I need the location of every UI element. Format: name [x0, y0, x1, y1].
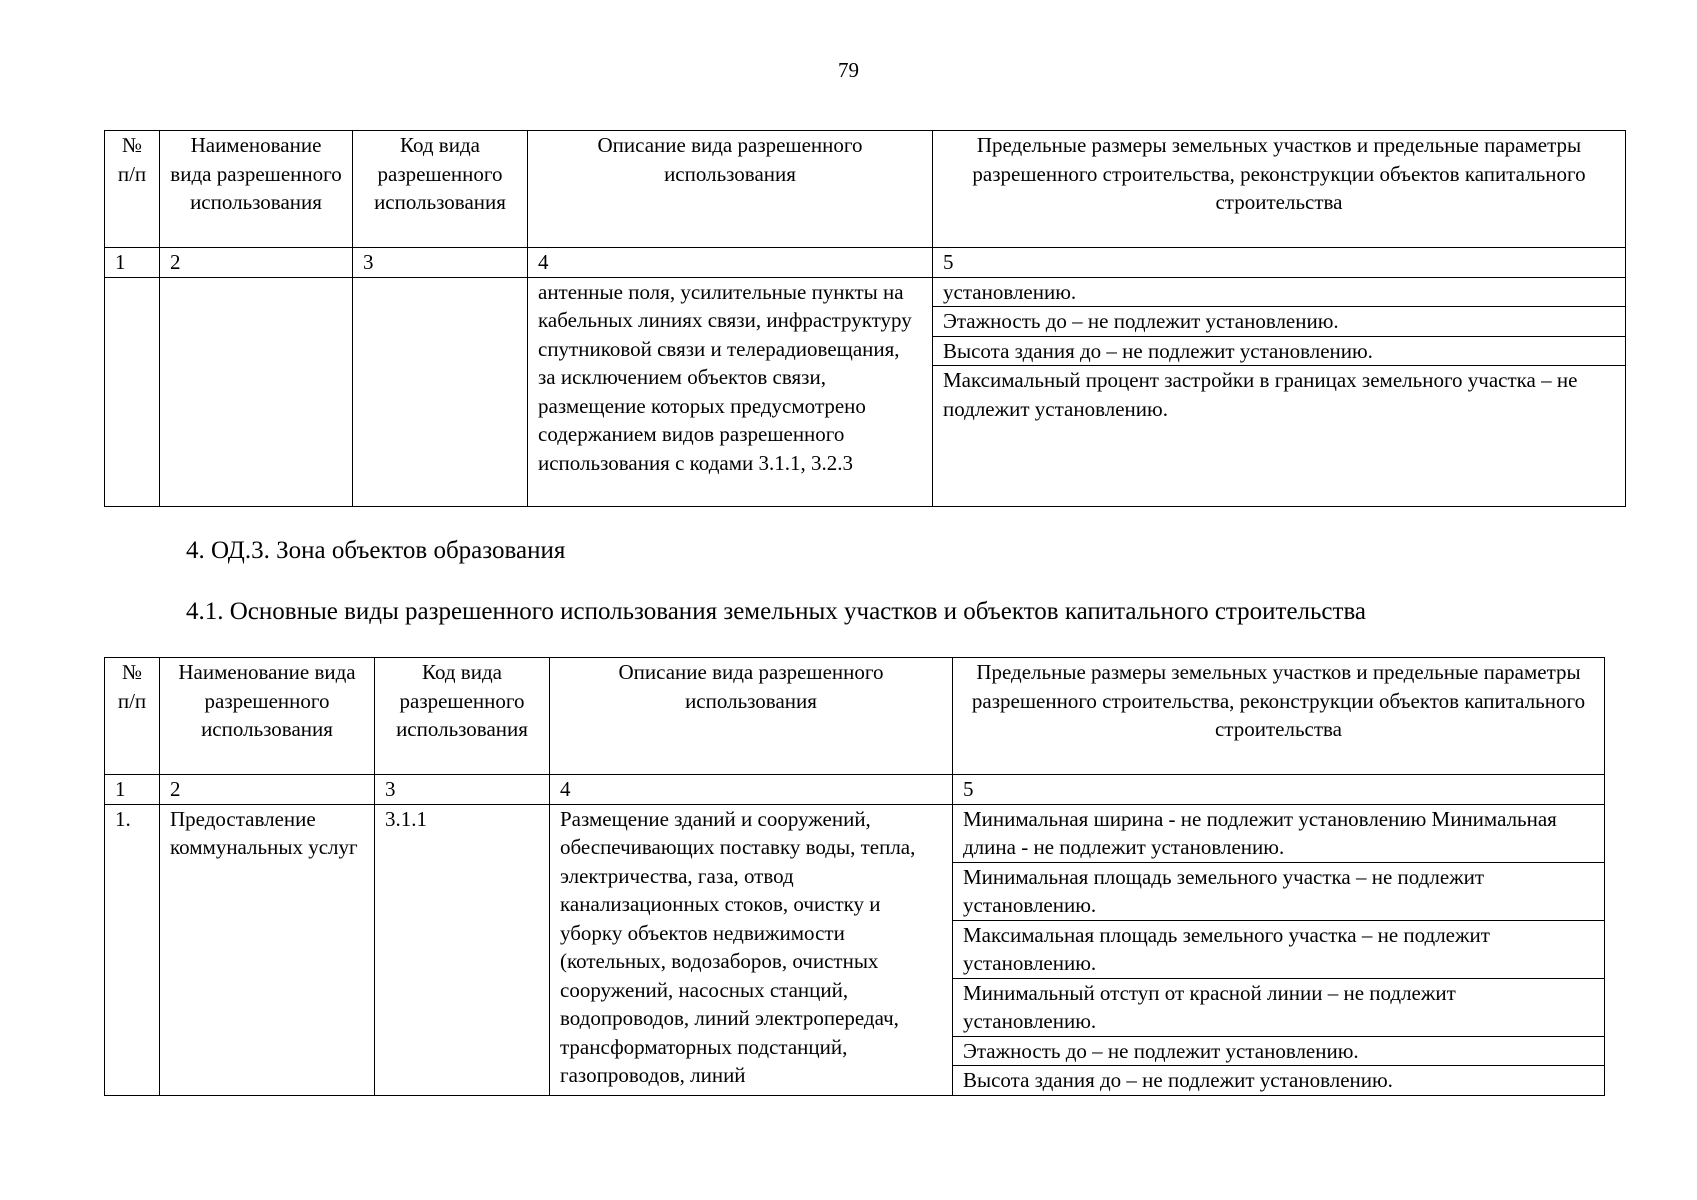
table-row [105, 277, 1626, 506]
column-number-row [105, 248, 1626, 278]
header-name: Наименование вида разрешенного использования [160, 131, 353, 248]
subsection-title: 4.1. Основные виды разрешенного использования земельных участков и объектов капитального строительства [186, 598, 1367, 625]
row-code [353, 277, 528, 506]
col-number: 2 [160, 775, 375, 805]
page-number: 79 [838, 58, 859, 82]
header-code: Код вида разрешенного использования [375, 658, 550, 775]
row-params [953, 804, 1605, 1095]
row-params [933, 277, 1626, 506]
col-number: 3 [353, 248, 528, 278]
param-line: Высота здания до – не подлежит установлению. [933, 337, 1625, 367]
param-line: Высота здания до – не подлежит установлению. [963, 1068, 1393, 1092]
header-limits: Предельные размеры земельных участков и предельные параметры разрешенного строительства, реконструкции объектов капитального строительства [933, 131, 1626, 248]
param-line: Этажность до – не подлежит установлению. [953, 1037, 1604, 1067]
col-number: 5 [953, 775, 1605, 805]
param-line: Максимальный процент застройки в границах земельного участка – не подлежит установлению. [943, 368, 1578, 421]
col-number: 2 [160, 248, 353, 278]
col-number: 3 [375, 775, 550, 805]
param-line: Минимальная площадь земельного участка – не подлежит установлению. [953, 863, 1604, 921]
continuation-table [104, 130, 1626, 507]
header-desc: Описание вида разрешенного использования [528, 131, 933, 248]
table-row [105, 804, 1605, 1095]
header-desc: Описание вида разрешенного использования [550, 658, 953, 775]
column-number-row [105, 775, 1605, 805]
table-header-row [105, 131, 1626, 248]
col-number: 4 [550, 775, 953, 805]
param-line: Минимальный отступ от красной линии – не подлежит установлению. [953, 979, 1604, 1037]
row-code: 3.1.1 [375, 804, 550, 1095]
header-num: № п/п [105, 131, 160, 248]
col-number: 1 [105, 775, 160, 805]
permitted-use-table [104, 657, 1605, 1096]
row-name: Предоставление коммунальных услуг [160, 804, 375, 1095]
row-desc: Размещение зданий и сооружений, обеспечивающих поставку воды, тепла, электричества, газа, отвод канализационных стоков, очистку и уборку объектов недвижимости (котельных, водозаборов, очистных сооружений, насосных станций, водопроводов, линий электропередач, трансформаторных подстанций, газопроводов, линий [550, 804, 953, 1095]
col-number: 1 [105, 248, 160, 278]
header-limits: Предельные размеры земельных участков и предельные параметры разрешенного строительства, реконструкции объектов капитального строительства [953, 658, 1605, 775]
header-name: Наименование вида разрешенного использования [160, 658, 375, 775]
row-desc: антенные поля, усилительные пункты на кабельных линиях связи, инфраструктуру спутниковой связи и телерадиовещания, за исключением объектов связи, размещение которых предусмотрено содержанием видов разрешенного использования с кодами 3.1.1, 3.2.3 [528, 277, 933, 506]
col-number: 5 [933, 248, 1626, 278]
header-code: Код вида разрешенного использования [353, 131, 528, 248]
param-line: Минимальная ширина - не подлежит установлению Минимальная длина - не подлежит установлению. [953, 805, 1604, 863]
table-header-row [105, 658, 1605, 775]
section-title: 4. ОД.3. Зона объектов образования [186, 537, 566, 564]
row-num [105, 277, 160, 506]
param-line: Этажность до – не подлежит установлению. [933, 307, 1625, 337]
header-num: № п/п [105, 658, 160, 775]
row-num: 1. [105, 804, 160, 1095]
param-line: установлению. [933, 278, 1625, 308]
row-name [160, 277, 353, 506]
col-number: 4 [528, 248, 933, 278]
param-line: Максимальная площадь земельного участка – не подлежит установлению. [953, 921, 1604, 979]
